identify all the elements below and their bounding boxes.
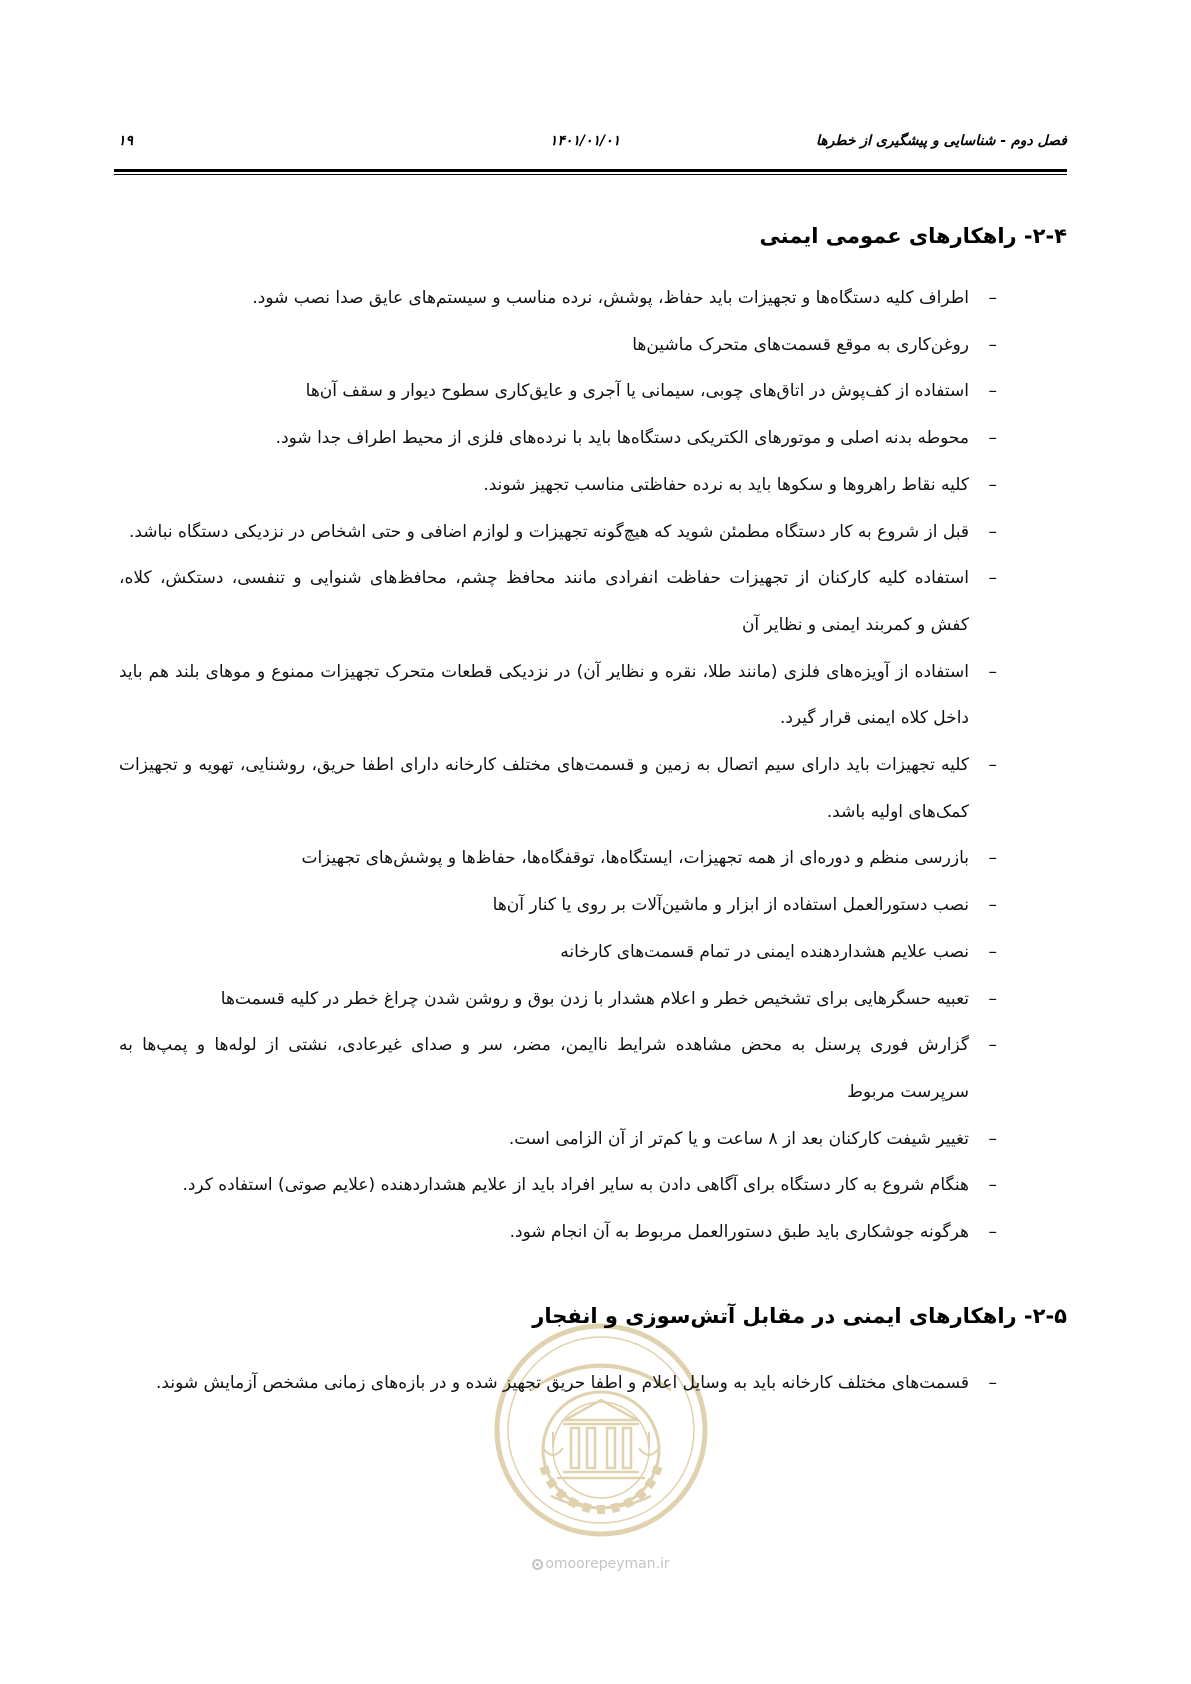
chapter-title: فصل دوم - شناسایی و پیشگیری از خطرها [816, 133, 1067, 149]
section-heading: ۲-۵- راهکارهای ایمنی در مقابل آتش‌سوزی و انفجار [532, 1303, 1067, 1328]
list-item-text: استفاده از آویزه‌های فلزی (مانند طلا، نقره و نظایر آن) در نزدیکی قطعات متحرک تجهیزات ممنوع و موهای بلند هم باید داخل کلاه ایمنی قرار گیرد. [119, 661, 969, 729]
bullet-dash: – [988, 521, 997, 542]
list-item-text: هرگونه جوشکاری باید طبق دستورالعمل مربوط به آن انجام شود. [509, 1222, 969, 1243]
running-header [114, 128, 1067, 154]
bullet-list [119, 1360, 1067, 1407]
list-item-text: قبل از شروع به کار دستگاه مطمئن شوید که هیچ‌گونه تجهیزات و لوازم اضافی و حتی اشخاص در نزدیکی دستگاه نباشد. [128, 521, 969, 542]
bullet-dash: – [988, 1035, 997, 1056]
at-sign-icon [532, 1559, 543, 1570]
bullet-dash: – [988, 1175, 997, 1196]
list-item [119, 368, 1067, 415]
bullet-dash: – [988, 1372, 997, 1393]
bullet-dash: – [988, 1128, 997, 1149]
list-item [119, 649, 1067, 742]
bullet-dash: – [988, 381, 997, 402]
page-body [119, 218, 1067, 1406]
header-date: ۱۴۰۱/۰۱/۰۱ [549, 133, 621, 149]
bullet-dash: – [988, 941, 997, 962]
list-item-text: تعبیه حسگرهایی برای تشخیص خطر و اعلام هشدار با زدن بوق و روشن شدن چراغ خطر در کلیه قسمت‌ها [220, 988, 969, 1009]
building-shape [557, 1400, 645, 1478]
list-item-text: محوطه بدنه اصلی و موتورهای الکتریکی دستگاه‌ها باید با نرده‌های فلزی از محیط اطراف جدا شود. [275, 428, 969, 449]
list-item-text: قسمت‌های مختلف کارخانه باید به وسایل اعلام و اطفا حریق تجهیز شده و در بازه‌های زمانی مشخص آزمایش شوند. [156, 1372, 969, 1393]
bullet-dash: – [988, 661, 997, 682]
bullet-list [119, 275, 1067, 1256]
list-item [119, 415, 1067, 462]
list-item-text: روغن‌کاری به موقع قسمت‌های متحرک ماشین‌ها [632, 334, 969, 355]
bullet-dash: – [988, 1222, 997, 1243]
list-item-text: نصب علایم هشداردهنده ایمنی در تمام قسمت‌های کارخانه [560, 941, 969, 962]
list-item [119, 1360, 1067, 1407]
watermark-url-text: omoorepeyman.ir [545, 1556, 670, 1572]
list-item-text: اطراف کلیه دستگاه‌ها و تجهیزات باید حفاظ، پوشش، نرده مناسب و سیستم‌های عایق صدا نصب شود. [252, 288, 969, 308]
list-item [119, 555, 1067, 648]
bullet-dash: – [988, 474, 997, 495]
list-item-text: استفاده کلیه کارکنان از تجهیزات حفاظت انفرادی مانند محافظ چشم، محافظ‌های شنوایی و تنفسی، دستکش، کلاه، کفش و کمربند ایمنی و نظایر آن [119, 568, 969, 635]
list-item [119, 1116, 1067, 1163]
watermark-url [491, 1553, 711, 1575]
list-item [119, 929, 1067, 976]
bullet-dash: – [988, 334, 997, 355]
page-number: ۱۹ [118, 133, 134, 149]
list-item-text: تغییر شیفت کارکنان بعد از ۸ ساعت و یا کم‌تر از آن الزامی است. [508, 1128, 969, 1149]
list-item-text: نصب دستورالعمل استفاده از ابزار و ماشین‌آلات بر روی یا کنار آن‌ها [492, 895, 969, 916]
gear-shape [543, 1392, 659, 1508]
list-item [119, 976, 1067, 1023]
section-heading: ۲-۴- راهکارهای عمومی ایمنی [759, 224, 1067, 248]
list-item-text: کلیه نقاط راهروها و سکوها باید به نرده حفاظتی مناسب تجهیز شوند. [483, 474, 969, 495]
bullet-dash: – [988, 755, 997, 776]
list-item [119, 322, 1067, 369]
list-item-text: هنگام شروع به کار دستگاه برای آگاهی دادن به سایر افراد باید از علایم هشداردهنده (علایم صوتی) استفاده کرد. [182, 1175, 969, 1196]
list-item [119, 509, 1067, 556]
list-item [119, 742, 1067, 835]
bullet-dash: – [988, 428, 997, 449]
list-item [119, 882, 1067, 929]
header-rule [114, 169, 1067, 175]
bullet-dash: – [988, 288, 997, 308]
list-item-text: بازرسی منظم و دوره‌ای از همه تجهیزات، ایستگاه‌ها، توقفگاه‌ها، حفاظ‌ها و پوشش‌های تجهیزات [301, 848, 969, 869]
list-item [119, 275, 1067, 322]
list-item [119, 1209, 1067, 1256]
list-item-text: گزارش فوری پرسنل به محض مشاهده شرایط ناایمن، مضر، سر و صدای غیرعادی، نشتی از لوله‌ها و پمپ‌ها به سرپرست مربوط [119, 1035, 969, 1102]
bullet-dash: – [988, 988, 997, 1009]
scale-shape [543, 1432, 659, 1455]
bullet-dash: – [988, 848, 997, 869]
bullet-dash: – [988, 568, 997, 589]
list-item [119, 1162, 1067, 1209]
bullet-dash: – [988, 895, 997, 916]
list-item [119, 1022, 1067, 1115]
list-item [119, 462, 1067, 509]
list-item [119, 835, 1067, 882]
list-item-text: کلیه تجهیزات باید دارای سیم اتصال به زمین و قسمت‌های مختلف کارخانه دارای اطفا حریق، روشنایی، تهویه و تجهیزات کمک‌های اولیه باشد. [119, 755, 969, 822]
list-item-text: استفاده از کف‌پوش در اتاق‌های چوبی، سیمانی یا آجری و عایق‌کاری سطوح دیوار و سقف آن‌ها [305, 381, 969, 402]
